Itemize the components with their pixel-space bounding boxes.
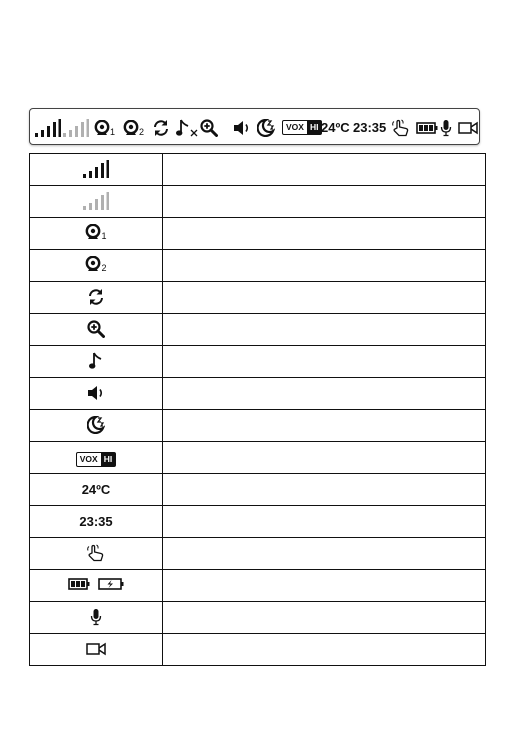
clock-readout: 23:35 bbox=[79, 513, 113, 529]
table-row bbox=[30, 602, 486, 634]
touch-icon bbox=[391, 109, 411, 146]
table-row bbox=[30, 410, 486, 442]
icon-legend-table bbox=[29, 153, 486, 666]
battery-icon bbox=[416, 109, 438, 146]
table-row bbox=[30, 314, 486, 346]
row-description bbox=[163, 442, 486, 474]
signal-weak-icon bbox=[63, 109, 89, 146]
table-row bbox=[30, 218, 486, 250]
row-description bbox=[163, 506, 486, 538]
vox-level: HI bbox=[101, 453, 116, 466]
row-description bbox=[163, 250, 486, 282]
lullaby-off-icon[interactable] bbox=[176, 109, 198, 146]
lullaby-icon bbox=[30, 346, 163, 378]
vox-label: VOX bbox=[79, 453, 98, 464]
microphone-icon bbox=[30, 602, 163, 634]
vox-hi-icon[interactable] bbox=[282, 109, 322, 146]
night-mode-icon bbox=[30, 410, 163, 442]
temperature-readout: 24ºC bbox=[81, 481, 111, 497]
table-row bbox=[30, 442, 486, 474]
microphone-icon[interactable] bbox=[440, 109, 452, 146]
table-row bbox=[30, 474, 486, 506]
row-description bbox=[163, 634, 486, 666]
row-description bbox=[163, 474, 486, 506]
table-row bbox=[30, 346, 486, 378]
row-description bbox=[163, 314, 486, 346]
night-mode-icon[interactable] bbox=[257, 109, 275, 146]
vox-hi-icon bbox=[30, 442, 163, 474]
status-bar bbox=[29, 108, 480, 145]
vox-level: HI bbox=[307, 121, 322, 134]
row-description bbox=[163, 602, 486, 634]
temperature-readout: 24ºC bbox=[321, 120, 350, 135]
camera-1-icon bbox=[30, 218, 163, 250]
row-description bbox=[163, 154, 486, 186]
table-row bbox=[30, 282, 486, 314]
camera-2-label: 2 bbox=[101, 263, 107, 274]
table-row bbox=[30, 506, 486, 538]
zoom-in-icon[interactable] bbox=[200, 109, 218, 146]
battery-charging-icon bbox=[98, 578, 124, 590]
volume-icon bbox=[30, 378, 163, 410]
row-description bbox=[163, 570, 486, 602]
row-description bbox=[163, 538, 486, 570]
camera-cycle-icon bbox=[30, 282, 163, 314]
signal-strength-icon bbox=[35, 109, 61, 146]
row-description bbox=[163, 346, 486, 378]
camera-cycle-icon[interactable] bbox=[152, 109, 170, 146]
row-description bbox=[163, 186, 486, 218]
battery-icon bbox=[68, 578, 90, 590]
row-description bbox=[163, 282, 486, 314]
signal-weak-icon bbox=[30, 186, 163, 218]
table-row bbox=[30, 378, 486, 410]
video-camera-icon[interactable] bbox=[458, 109, 478, 146]
table-row bbox=[30, 186, 486, 218]
clock-readout: 23:35 bbox=[353, 120, 387, 135]
row-description bbox=[163, 218, 486, 250]
video-camera-icon bbox=[30, 634, 163, 666]
camera-1-label: 1 bbox=[101, 231, 107, 242]
camera-1-icon[interactable] bbox=[94, 109, 115, 146]
table-row bbox=[30, 570, 486, 602]
volume-icon[interactable] bbox=[233, 109, 251, 146]
camera-2-label: 2 bbox=[139, 127, 145, 137]
table-row bbox=[30, 250, 486, 282]
touch-icon bbox=[30, 538, 163, 570]
row-description bbox=[163, 410, 486, 442]
camera-2-icon[interactable] bbox=[123, 109, 144, 146]
signal-strength-icon bbox=[30, 154, 163, 186]
zoom-in-icon bbox=[30, 314, 163, 346]
camera-2-icon bbox=[30, 250, 163, 282]
table-row bbox=[30, 538, 486, 570]
vox-label: VOX bbox=[286, 122, 304, 132]
table-row bbox=[30, 154, 486, 186]
table-row bbox=[30, 634, 486, 666]
row-description bbox=[163, 378, 486, 410]
camera-1-label: 1 bbox=[110, 127, 116, 137]
